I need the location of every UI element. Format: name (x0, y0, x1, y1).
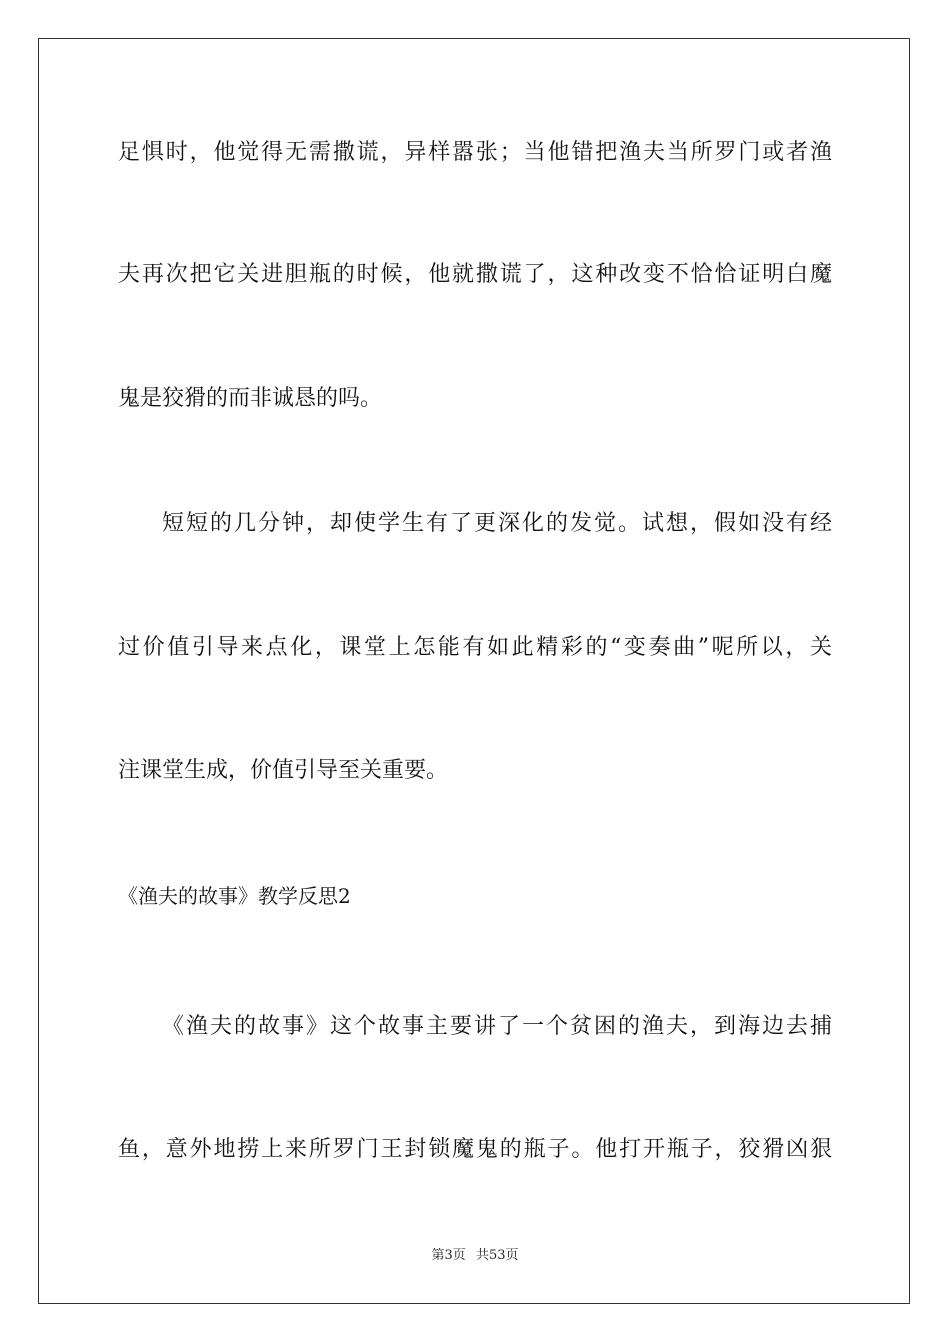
page-number: 第3页 (431, 1248, 466, 1263)
text-line-2: 夫再次把它关进胆瓶的时候，他就撒谎了，这种改变不恰恰证明白魔 (118, 262, 832, 287)
page-border (38, 38, 910, 1304)
page-total: 共53页 (475, 1248, 519, 1263)
text-line-8: 鱼，意外地捞上来所罗门王封锁魔鬼的瓶子。他打开瓶子，狡猾凶狠 (118, 1137, 832, 1162)
text-line-7: 《渔夫的故事》这个故事主要讲了一个贫困的渔夫，到海边去捕 (162, 1014, 832, 1039)
text-line-6: 注课堂生成，价值引导至关重要。 (118, 758, 449, 783)
text-line-1: 足惧时，他觉得无需撒谎，异样嚣张；当他错把渔夫当所罗门或者渔 (118, 140, 832, 165)
page-footer (0, 1247, 950, 1265)
text-line-4: 短短的几分钟，却使学生有了更深化的发觉。试想，假如没有经 (162, 511, 832, 536)
text-line-5: 过价值引导来点化，课堂上怎能有如此精彩的“变奏曲”呢所以，关 (118, 635, 832, 660)
text-line-3: 鬼是狡猾的而非诚恳的吗。 (118, 386, 383, 411)
section-heading: 《渔夫的故事》教学反思2 (118, 884, 351, 908)
